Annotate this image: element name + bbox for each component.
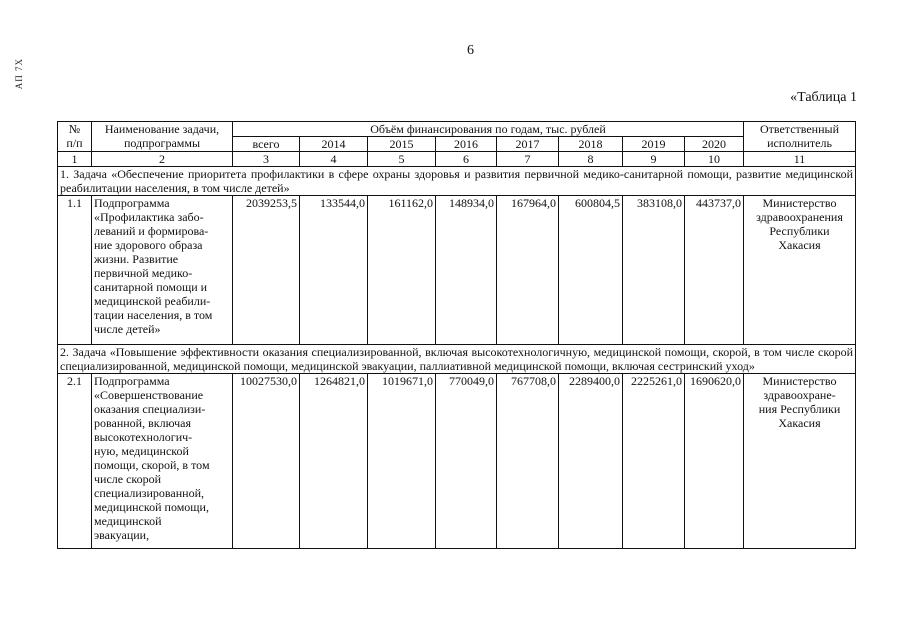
header-year: 2016 bbox=[436, 137, 497, 152]
column-numbers-row bbox=[58, 152, 856, 167]
row-number: 1.1 bbox=[58, 196, 92, 345]
value-2020: 1690620,0 bbox=[685, 374, 744, 549]
header-name-line1: Наименование задачи, bbox=[104, 122, 220, 136]
name-line: ние здорового образа bbox=[94, 238, 203, 252]
value-total: 2039253,5 bbox=[233, 196, 300, 345]
executor bbox=[744, 196, 856, 345]
table-header-row-1 bbox=[58, 122, 856, 137]
name-line: «Профилактика забо- bbox=[94, 210, 204, 224]
header-year: 2015 bbox=[368, 137, 436, 152]
task-row-2 bbox=[58, 345, 856, 374]
name-line: медицинской bbox=[94, 514, 162, 528]
header-year: 2018 bbox=[559, 137, 623, 152]
header-year: 2020 bbox=[685, 137, 744, 152]
table-row-2-1 bbox=[58, 374, 856, 549]
column-number: 9 bbox=[623, 152, 685, 167]
name-line: тации населения, в том bbox=[94, 308, 213, 322]
column-number: 4 bbox=[300, 152, 368, 167]
value-2014: 133544,0 bbox=[300, 196, 368, 345]
name-line: специализированной, bbox=[94, 486, 205, 500]
name-line: ную, медицинской bbox=[94, 444, 189, 458]
column-number: 8 bbox=[559, 152, 623, 167]
header-total: всего bbox=[233, 137, 300, 152]
value-2016: 148934,0 bbox=[436, 196, 497, 345]
value-2017: 167964,0 bbox=[497, 196, 559, 345]
name-line: леваний и формирова- bbox=[94, 224, 209, 238]
executor-line: Республики bbox=[769, 224, 830, 238]
header-executor bbox=[744, 122, 856, 152]
name-line: первичной медико- bbox=[94, 266, 193, 280]
column-number: 5 bbox=[368, 152, 436, 167]
value-2018: 2289400,0 bbox=[559, 374, 623, 549]
name-line: Подпрограмма bbox=[94, 374, 170, 388]
header-no-line2: п/п bbox=[66, 136, 83, 150]
column-number: 7 bbox=[497, 152, 559, 167]
column-number: 3 bbox=[233, 152, 300, 167]
header-name-line2: подпрограммы bbox=[123, 136, 201, 150]
header-no-line1: № bbox=[68, 122, 81, 136]
name-line: числе детей» bbox=[94, 322, 161, 336]
column-number: 6 bbox=[436, 152, 497, 167]
column-number: 11 bbox=[744, 152, 856, 167]
row-number: 2.1 bbox=[58, 374, 92, 549]
name-line: помощи, скорой, в том bbox=[94, 458, 210, 472]
task-2-text: 2. Задача «Повышение эффективности оказания специализированной, включая высокотехнологичную, медицинской помощи, скорой, в том числе скорой специализированной, медицинской помощи, медицинской эвакуации, паллиативной медицинской помощи, включая сестринский уход» bbox=[58, 345, 856, 374]
name-line: оказания специализи- bbox=[94, 402, 206, 416]
table-caption: «Таблица 1 bbox=[790, 90, 857, 105]
column-number: 10 bbox=[685, 152, 744, 167]
name-line: санитарной помощи и bbox=[94, 280, 208, 294]
name-line: «Совершенствование bbox=[94, 388, 204, 402]
name-line: рованной, включая bbox=[94, 416, 191, 430]
value-2020: 443737,0 bbox=[685, 196, 744, 345]
subprogram-name bbox=[92, 196, 233, 345]
value-2016: 770049,0 bbox=[436, 374, 497, 549]
header-year: 2019 bbox=[623, 137, 685, 152]
executor bbox=[744, 374, 856, 549]
name-line: числе скорой bbox=[94, 472, 162, 486]
executor-line: Хакасия bbox=[778, 416, 821, 430]
header-year: 2014 bbox=[300, 137, 368, 152]
name-line: высокотехнологич- bbox=[94, 430, 193, 444]
name-line: Подпрограмма bbox=[94, 196, 170, 210]
name-line: медицинской реабили- bbox=[94, 294, 211, 308]
header-executor-line2: исполнитель bbox=[767, 136, 832, 150]
value-2019: 2225261,0 bbox=[623, 374, 685, 549]
task-row-1 bbox=[58, 167, 856, 196]
margin-stamp: АП 7Х bbox=[14, 58, 24, 90]
value-2014: 1264821,0 bbox=[300, 374, 368, 549]
page-number: 6 bbox=[467, 43, 474, 58]
subprogram-name bbox=[92, 374, 233, 549]
header-financing: Объём финансирования по годам, тыс. рублей bbox=[233, 122, 744, 137]
executor-line: здравоохранения bbox=[756, 210, 843, 224]
executor-line: Министерство bbox=[762, 196, 837, 210]
executor-line: Министерство bbox=[762, 374, 837, 388]
value-2018: 600804,5 bbox=[559, 196, 623, 345]
header-name bbox=[92, 122, 233, 152]
value-2017: 767708,0 bbox=[497, 374, 559, 549]
table-row-1-1 bbox=[58, 196, 856, 345]
value-2015: 1019671,0 bbox=[368, 374, 436, 549]
name-line: жизни. Развитие bbox=[94, 252, 179, 266]
executor-line: здравоохране- bbox=[763, 388, 836, 402]
value-2015: 161162,0 bbox=[368, 196, 436, 345]
executor-line: Хакасия bbox=[778, 238, 821, 252]
value-total: 10027530,0 bbox=[233, 374, 300, 549]
header-executor-line1: Ответственный bbox=[759, 122, 840, 136]
name-line: медицинской помощи, bbox=[94, 500, 209, 514]
task-1-text: 1. Задача «Обеспечение приоритета профилактики в сфере охраны здоровья и развития первичной медико-санитарной помощи, развитие медицинской реабилитации населения, в том числе детей» bbox=[58, 167, 856, 196]
column-number: 1 bbox=[58, 152, 92, 167]
header-no bbox=[58, 122, 92, 152]
executor-line: ния Республики bbox=[758, 402, 841, 416]
financing-table bbox=[57, 121, 856, 549]
column-number: 2 bbox=[92, 152, 233, 167]
name-line: эвакуации, bbox=[94, 528, 150, 542]
value-2019: 383108,0 bbox=[623, 196, 685, 345]
header-year: 2017 bbox=[497, 137, 559, 152]
